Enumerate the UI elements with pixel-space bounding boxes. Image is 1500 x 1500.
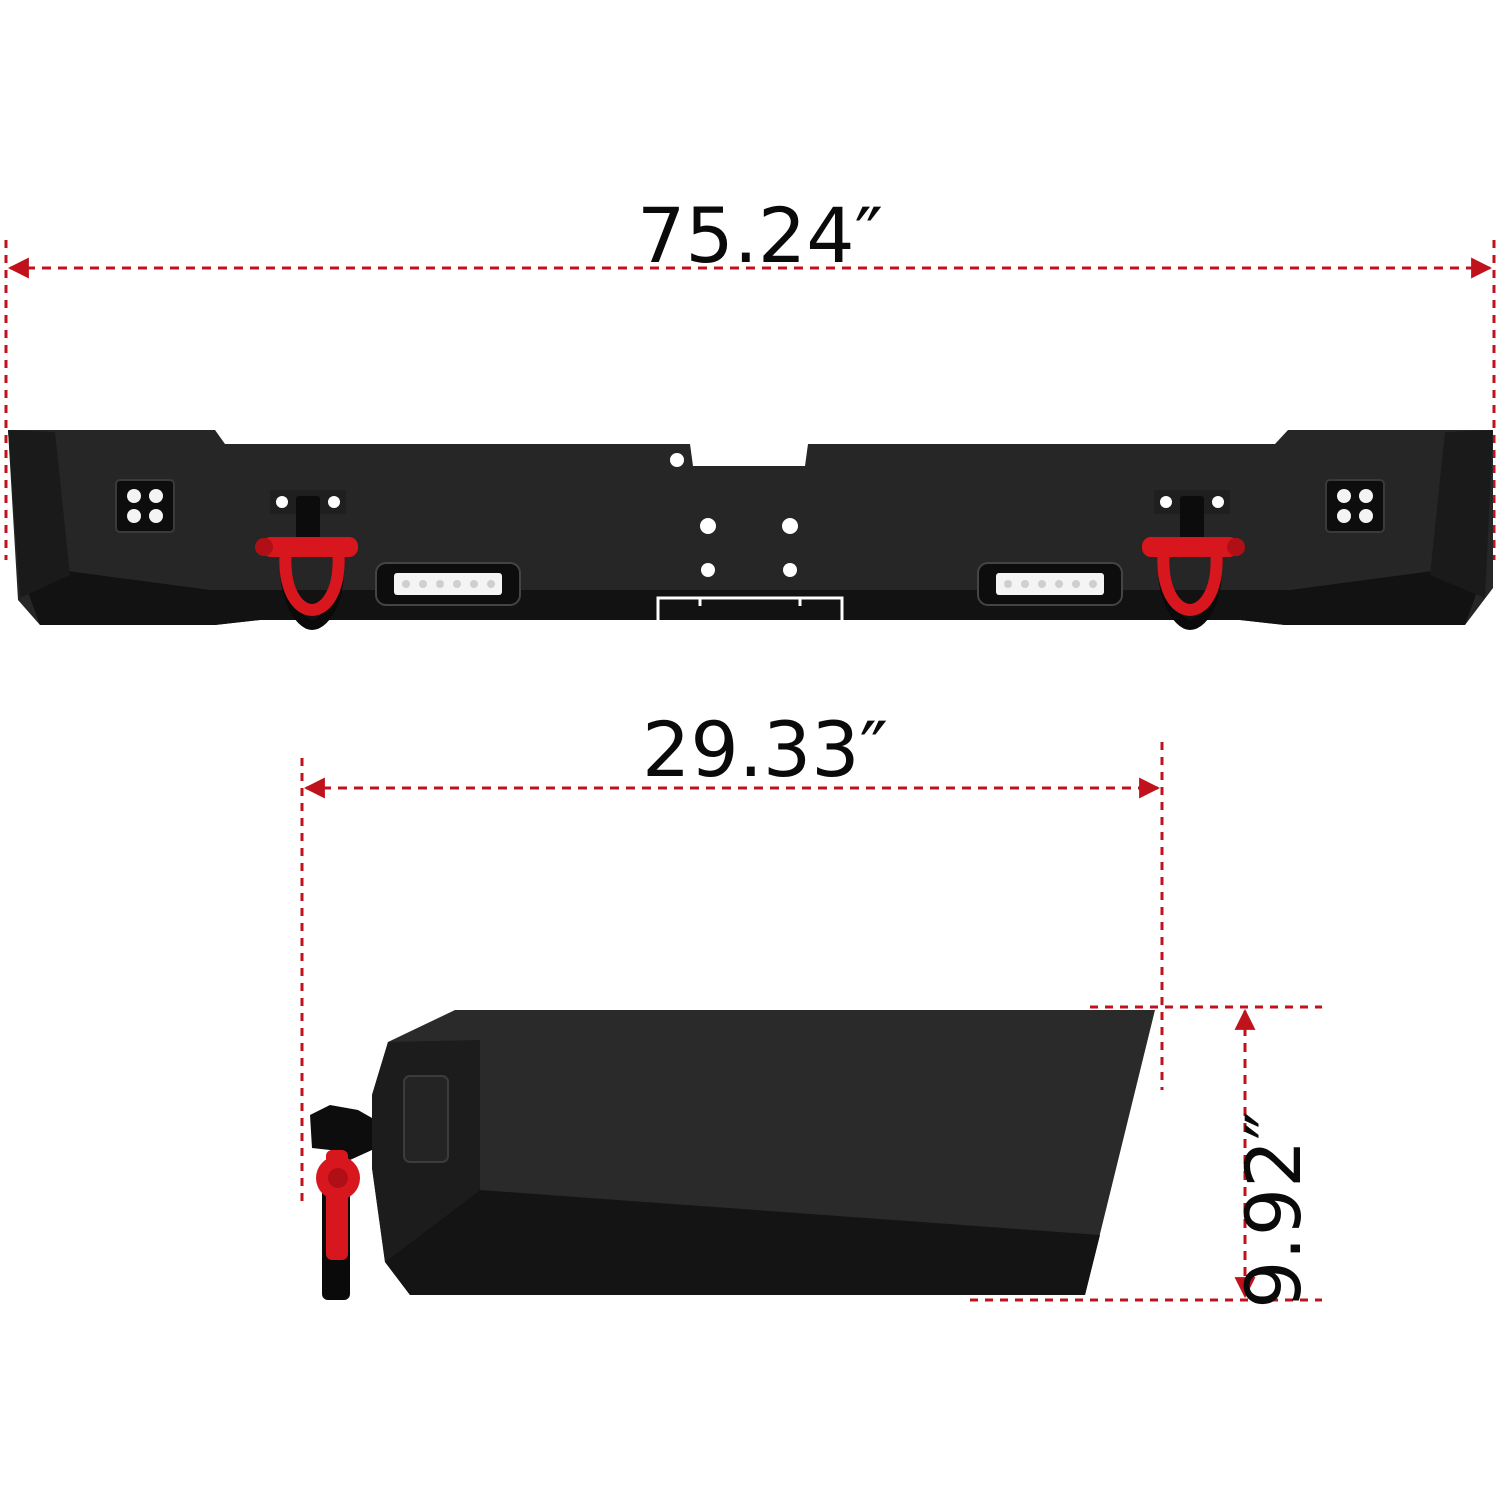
side-light-housing bbox=[404, 1076, 448, 1162]
center-notch-hole bbox=[670, 453, 684, 467]
bumper-front bbox=[8, 430, 1493, 625]
plate-hole bbox=[701, 563, 715, 577]
plate-hole bbox=[700, 518, 716, 534]
height-dimension-label: 9.92″ bbox=[1229, 1111, 1318, 1309]
plate-hole bbox=[783, 563, 797, 577]
depth-dimension-label: 29.33″ bbox=[642, 705, 888, 794]
cube-light-right bbox=[1326, 480, 1384, 532]
d-ring-shackle-side bbox=[316, 1150, 360, 1300]
front-view bbox=[6, 191, 1494, 625]
bumper-side bbox=[310, 1010, 1155, 1300]
cube-light-left bbox=[116, 480, 174, 532]
led-bar-right bbox=[978, 563, 1122, 605]
plate-hole bbox=[782, 518, 798, 534]
led-bar-left bbox=[376, 563, 520, 605]
width-dimension-label: 75.24″ bbox=[637, 191, 883, 280]
side-view bbox=[302, 705, 1322, 1309]
